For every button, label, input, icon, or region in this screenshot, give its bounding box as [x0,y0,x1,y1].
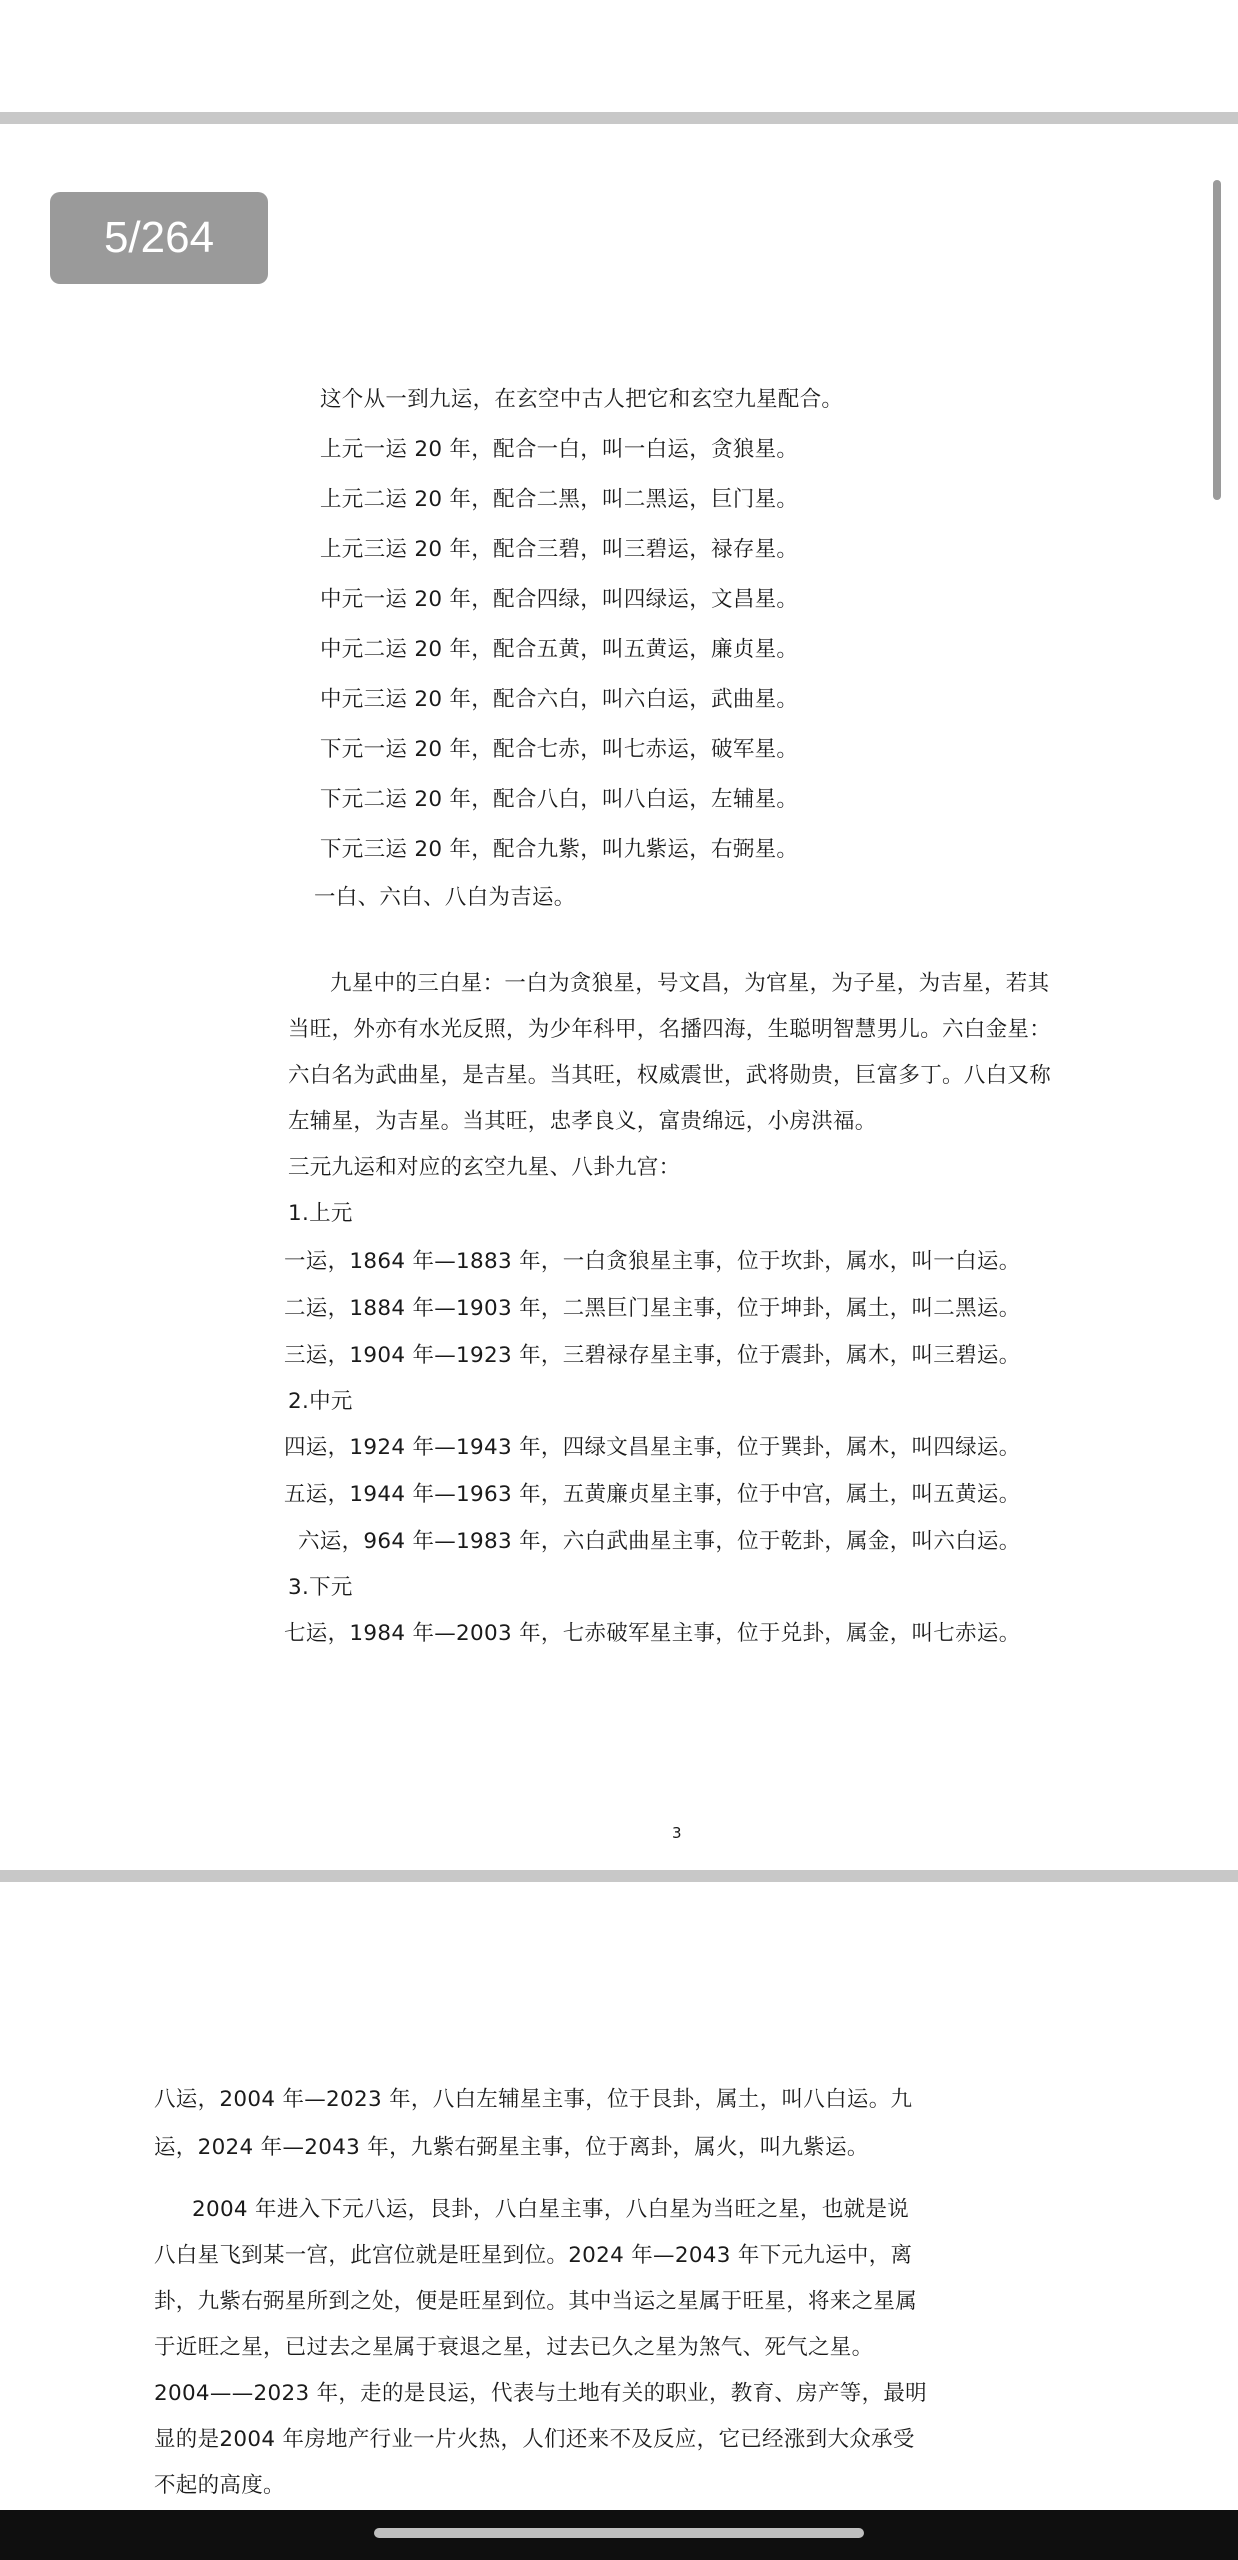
text-line: 二运，1884 年—1903 年，二黑巨门星主事，位于坤卦，属土，叫二黑运。 [284,1296,1021,1321]
text-line: 五运，1944 年—1963 年，五黄廉贞星主事，位于中宫，属土，叫五黄运。 [284,1482,1021,1507]
text-line: 当旺，外亦有水光反照，为少年科甲，名播四海，生聪明智慧男儿。六白金星： [288,1017,1052,1042]
text-line: 七运，1984 年—2003 年，七赤破军星主事，位于兑卦，属金，叫七赤运。 [284,1621,1021,1646]
text-line: 上元二运 20 年，配合二黑，叫二黑运，巨门星。 [320,487,799,512]
text-line: 一白、六白、八白为吉运。 [314,885,576,910]
text-line: 下元一运 20 年，配合七赤，叫七赤运，破军星。 [320,737,799,762]
text-line: 不起的高度。 [154,2473,285,2498]
text-line: 八白星飞到某一宫，此宫位就是旺星到位。2024 年—2043 年下元九运中，离 [154,2243,913,2268]
text-line: 中元三运 20 年，配合六白，叫六白运，武曲星。 [320,687,799,712]
page-number: 3 [672,1824,682,1842]
text-line: 左辅星，为吉星。当其旺，忠孝良义，富贵绵远，小房洪福。 [288,1109,877,1134]
text-line: 卦，九紫右弼星所到之处，便是旺星到位。其中当运之星属于旺星，将来之星属 [154,2289,918,2314]
text-line: 2004——2023 年，走的是艮运，代表与土地有关的职业，教育、房产等，最明 [154,2381,927,2406]
text-line: 下元二运 20 年，配合八白，叫八白运，左辅星。 [320,787,799,812]
document-page-3 [0,124,1238,1870]
scrollbar-thumb[interactable] [1213,180,1221,500]
text-line: 中元二运 20 年，配合五黄，叫五黄运，廉贞星。 [320,637,799,662]
text-line: 运，2024 年—2043 年，九紫右弼星主事，位于离卦，属火，叫九紫运。 [154,2135,869,2160]
text-line: 这个从一到九运，在玄空中古人把它和玄空九星配合。 [320,387,844,412]
page-indicator-badge: 5/264 [50,192,268,284]
text-line: 三运，1904 年—1923 年，三碧禄存星主事，位于震卦，属木，叫三碧运。 [284,1343,1021,1368]
text-line: 上元一运 20 年，配合一白，叫一白运，贪狼星。 [320,437,799,462]
text-line: 2004 年进入下元八运，艮卦，八白星主事，八白星为当旺之星，也就是说 [192,2197,910,2222]
text-line: 3.下元 [288,1575,353,1600]
page-top-divider [0,112,1238,124]
text-line: 八运，2004 年—2023 年，八白左辅星主事，位于艮卦，属土，叫八白运。九 [154,2087,913,2112]
text-line: 下元三运 20 年，配合九紫，叫九紫运，右弼星。 [320,837,799,862]
text-line: 中元一运 20 年，配合四绿，叫四绿运，文昌星。 [320,587,799,612]
text-line: 1.上元 [288,1201,353,1226]
home-indicator[interactable] [374,2528,864,2538]
text-line: 九星中的三白星：一白为贪狼星，号文昌，为官星，为子星，为吉星，若其 [330,971,1050,996]
document-page-4 [0,1882,1238,2500]
text-line: 于近旺之星，已过去之星属于衰退之星，过去已久之星为煞气、死气之星。 [154,2335,874,2360]
text-line: 显的是2004 年房地产行业一片火热，人们还来不及反应，它已经涨到大众承受 [154,2427,915,2452]
page-divider [0,1870,1238,1882]
text-line: 六运，964 年—1983 年，六白武曲星主事，位于乾卦，属金，叫六白运。 [298,1529,1021,1554]
text-line: 一运，1864 年—1883 年，一白贪狼星主事，位于坎卦，属水，叫一白运。 [284,1249,1021,1274]
text-line: 六白名为武曲星，是吉星。当其旺，权威震世，武将勋贵，巨富多丁。八白又称 [288,1063,1052,1088]
text-line: 四运，1924 年—1943 年，四绿文昌星主事，位于巽卦，属木，叫四绿运。 [284,1435,1021,1460]
text-line: 2.中元 [288,1389,353,1414]
text-line: 上元三运 20 年，配合三碧，叫三碧运，禄存星。 [320,537,799,562]
text-line: 三元九运和对应的玄空九星、八卦九宫： [288,1155,681,1180]
